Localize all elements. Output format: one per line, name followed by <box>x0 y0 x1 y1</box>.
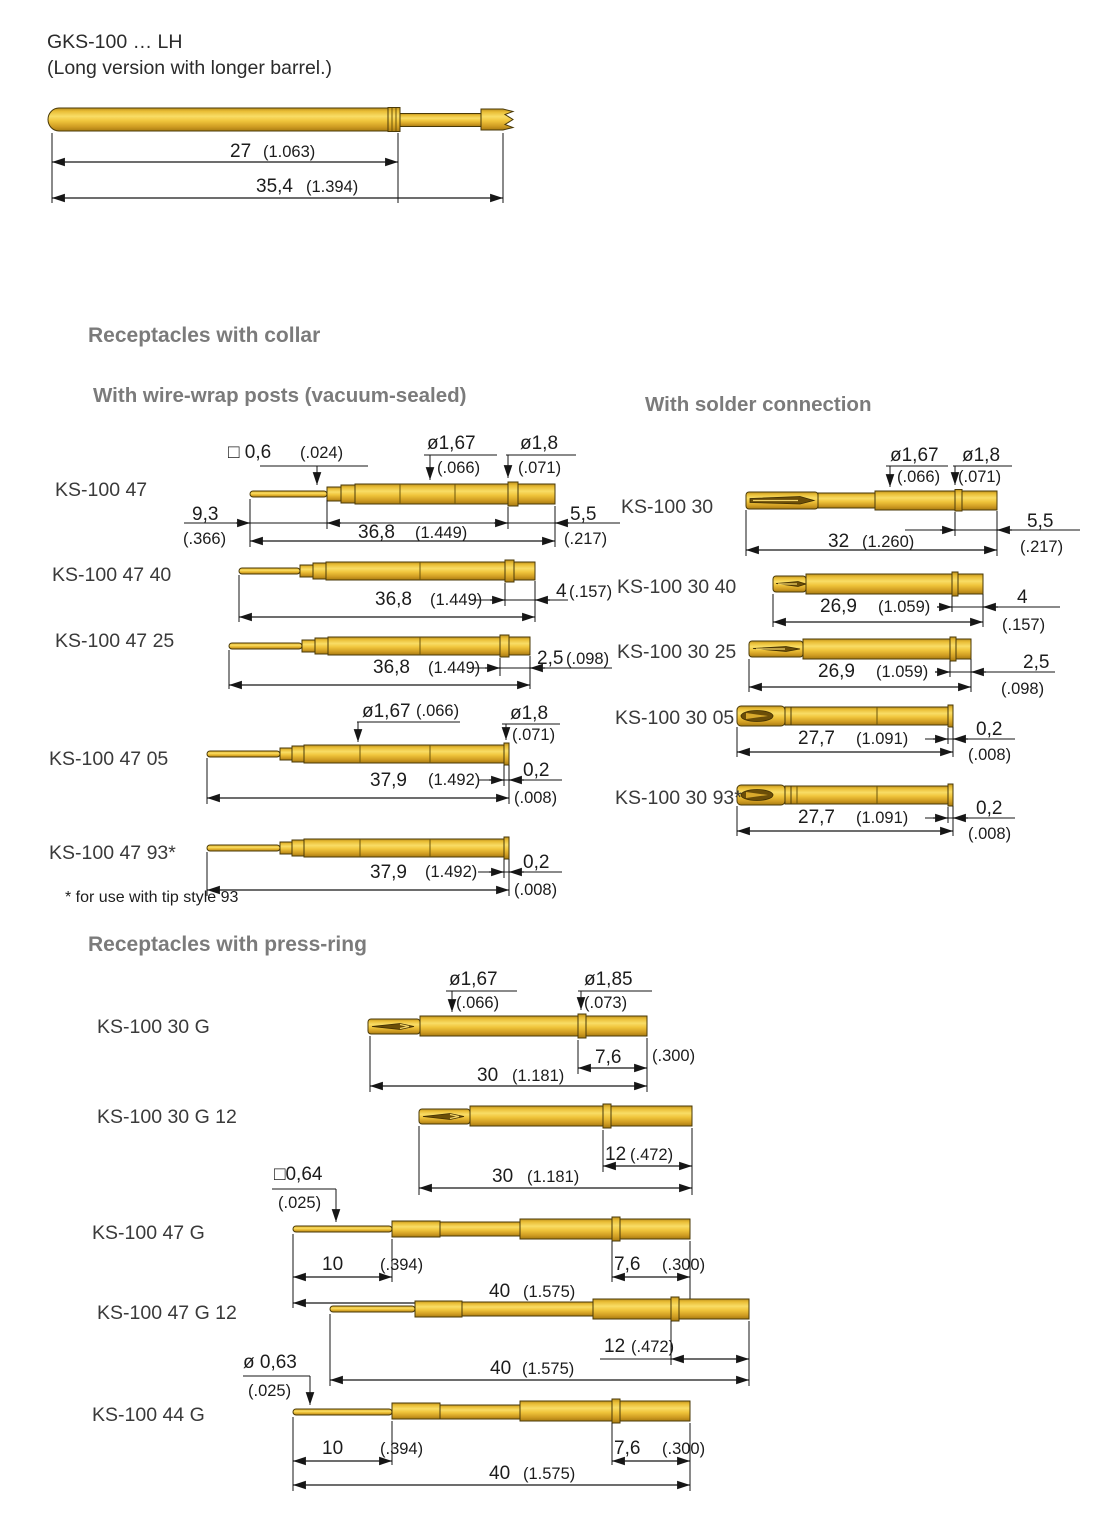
figure-ks-100-47-25 <box>229 635 612 689</box>
end-flange <box>948 784 953 806</box>
callout-dia-mm: ø 0,63 <box>243 1352 297 1373</box>
dim-right-in: (.217) <box>1020 538 1064 556</box>
receptacle-drawing <box>207 837 509 859</box>
callout-d1-in: (.066) <box>416 702 460 720</box>
dim-right-in: (.472) <box>631 1338 675 1356</box>
dim-len-mm: 40 <box>489 1281 511 1302</box>
row-label-ks-100-44-g: KS-100 44 G <box>92 1404 205 1426</box>
dimension-lines <box>746 510 1080 556</box>
press-ring <box>578 1014 586 1038</box>
barrel <box>806 574 952 594</box>
row-label-ks-100-30-93: KS-100 30 93* <box>615 787 742 809</box>
dim-right-in: (.300) <box>652 1047 696 1065</box>
dim-len-mm: 30 <box>492 1166 514 1187</box>
figure-ks-100-30-g-12 <box>419 1104 692 1195</box>
wire-wrap-post <box>250 491 327 497</box>
receptacle-drawing <box>293 1399 690 1423</box>
dim-right-mm: 0,2 <box>976 798 1003 819</box>
row-label-ks-100-47-25: KS-100 47 25 <box>55 630 175 652</box>
callout-d2-in: (.071) <box>518 459 562 477</box>
barrel <box>791 707 948 725</box>
dim-right-mm: 5,5 <box>570 504 597 525</box>
receptacle-drawing <box>737 705 953 727</box>
wire-wrap-post <box>229 643 302 649</box>
row-label-ks-100-47-40: KS-100 47 40 <box>52 564 172 586</box>
dim-len-in: (1.449) <box>430 591 483 609</box>
dim-right-in: (.157) <box>569 583 613 601</box>
crown-tip-icon <box>481 109 513 130</box>
dim-len-mm: 26,9 <box>818 661 855 682</box>
barrel <box>328 637 500 655</box>
callout-d1-in: (.066) <box>456 994 500 1012</box>
dimension-lines <box>293 1234 705 1308</box>
dim-post-mm: 10 <box>322 1254 344 1275</box>
dim-len-in: (1.449) <box>428 659 481 677</box>
dim-right-mm: 0,2 <box>523 852 550 873</box>
row-label-ks-100-47: KS-100 47 <box>55 479 148 501</box>
dim-right-in: (.008) <box>968 825 1012 843</box>
dim-right-mm: 4 <box>1017 587 1028 608</box>
dim-len-mm: 32 <box>828 531 850 552</box>
dimension-lines <box>207 852 562 899</box>
dim-len-mm: 36,8 <box>373 657 410 678</box>
probe-drawing <box>48 108 513 132</box>
figure-ks-100-44-g <box>243 1352 705 1491</box>
dim-len-in: (1.492) <box>425 863 478 881</box>
page-title: GKS-100 … LH <box>47 31 183 53</box>
receptacle-drawing <box>773 572 983 596</box>
press-ring <box>612 1217 620 1241</box>
barrel <box>791 786 948 804</box>
dim-len-in: (1.575) <box>523 1283 576 1301</box>
wire-wrap-post <box>239 568 300 574</box>
dimension-lines <box>207 758 562 807</box>
callout-d1-in: (.066) <box>437 459 481 477</box>
figure-ks-100-47-g <box>272 1164 705 1308</box>
dim-len-in: (1.575) <box>523 1465 576 1483</box>
dim-len-mm: 30 <box>477 1065 499 1086</box>
figure-ks-100-30-g <box>368 969 695 1092</box>
row-label-ks-100-47-g-12: KS-100 47 G 12 <box>97 1302 237 1324</box>
barrel <box>304 745 504 763</box>
barrel <box>470 1106 603 1126</box>
dim-total-mm: 35,4 <box>256 176 293 197</box>
dim-right-mm: 2,5 <box>537 648 564 669</box>
callout-d1-mm: ø1,67 <box>362 701 411 722</box>
dim-right-mm: 7,6 <box>595 1047 622 1068</box>
figure-ks-100-47-g-12 <box>330 1297 749 1386</box>
callout-d1-in: (.066) <box>897 468 941 486</box>
dim-barrel-mm: 27 <box>230 141 252 162</box>
barrel <box>520 1219 612 1239</box>
dim-right-in: (.008) <box>968 746 1012 764</box>
dim-len-mm: 26,9 <box>820 596 857 617</box>
row-label-ks-100-30-25: KS-100 30 25 <box>617 641 737 663</box>
barrel <box>803 639 950 659</box>
wire-wrap-post <box>207 845 280 851</box>
callout-dia-in: (.025) <box>248 1382 292 1400</box>
dim-total-in: (1.394) <box>306 178 359 196</box>
row-label-ks-100-30-05: KS-100 30 05 <box>615 707 735 729</box>
dim-post-mm: 10 <box>322 1438 344 1459</box>
dim-right-mm: 7,6 <box>614 1438 641 1459</box>
collar-ring <box>950 637 956 661</box>
press-ring <box>612 1399 620 1423</box>
section-heading-collar: Receptacles with collar <box>88 324 321 347</box>
barrel <box>326 562 505 580</box>
dim-len-in: (1.492) <box>428 771 481 789</box>
receptacle-drawing <box>250 482 555 506</box>
dim-len-mm: 36,8 <box>358 522 395 543</box>
wire-wrap-post <box>293 1409 392 1415</box>
dimension-lines <box>370 1036 695 1092</box>
dim-right-mm: 5,5 <box>1027 511 1054 532</box>
barrel <box>593 1299 671 1319</box>
press-ring <box>603 1104 611 1128</box>
dim-len-in: (1.575) <box>522 1360 575 1378</box>
dim-right-in: (.472) <box>630 1146 674 1164</box>
row-label-ks-100-47-g: KS-100 47 G <box>92 1222 205 1244</box>
dimension-lines <box>52 133 503 203</box>
dim-right-in: (.300) <box>662 1256 706 1274</box>
barrel <box>875 491 997 510</box>
callout-square-in: (.025) <box>278 1194 322 1212</box>
figure-ks-100-30-05 <box>737 705 1015 764</box>
dim-post-in: (.366) <box>183 530 227 548</box>
dim-len-in: (1.091) <box>856 809 909 827</box>
receptacle-drawing <box>368 1014 647 1038</box>
dimension-lines <box>419 1126 692 1195</box>
callout-d2-in: (.071) <box>512 726 556 744</box>
barrel <box>304 839 504 857</box>
figure-ks-100-47-05 <box>207 701 562 807</box>
figure-ks-100-30 <box>746 445 1080 556</box>
section-heading-wirewrap: With wire-wrap posts (vacuum-sealed) <box>93 384 467 407</box>
dim-len-mm: 27,7 <box>798 807 835 828</box>
callout-d1-mm: ø1,67 <box>890 445 939 466</box>
dim-right-mm: 2,5 <box>1023 652 1050 673</box>
callout-d1-mm: ø1,67 <box>427 433 476 454</box>
end-flange <box>504 743 509 765</box>
wire-wrap-post <box>330 1306 415 1312</box>
receptacle-drawing <box>746 490 997 512</box>
callouts <box>272 1164 336 1222</box>
row-label-ks-100-30-g: KS-100 30 G <box>97 1016 210 1038</box>
barrel <box>420 1016 578 1036</box>
dim-right-mm: 7,6 <box>614 1254 641 1275</box>
collar-ring <box>505 560 514 582</box>
footnote: * for use with tip style 93 <box>65 889 239 906</box>
figure-ks-100-30-40 <box>773 572 1060 634</box>
dim-len-in: (1.181) <box>527 1168 580 1186</box>
dim-len-mm: 37,9 <box>370 862 407 883</box>
dim-right-in: (.157) <box>1002 616 1046 634</box>
receptacle-drawing <box>419 1104 692 1128</box>
dimension-lines <box>293 1417 705 1491</box>
collar-ring <box>955 490 962 512</box>
figure-gks-100-lh <box>48 108 513 204</box>
callout-d1-mm: ø1,67 <box>449 969 498 990</box>
end-flange <box>948 705 953 727</box>
barrel <box>355 484 508 504</box>
row-label-ks-100-47-05: KS-100 47 05 <box>49 748 169 770</box>
callouts <box>228 433 576 485</box>
end-flange <box>504 837 509 859</box>
row-label-ks-100-30: KS-100 30 <box>621 496 714 518</box>
wire-wrap-post <box>207 751 280 757</box>
figure-ks-100-47-93 <box>207 837 562 899</box>
callouts <box>243 1352 310 1405</box>
callout-d2-in: (.071) <box>958 468 1002 486</box>
dim-len-in: (1.059) <box>876 663 929 681</box>
figure-ks-100-30-93 <box>737 784 1015 843</box>
dim-right-mm: 12 <box>604 1336 626 1357</box>
receptacle-drawing <box>293 1217 690 1241</box>
receptacle-drawing <box>207 743 509 765</box>
section-heading-pressring: Receptacles with press-ring <box>88 933 367 956</box>
dim-right-in: (.300) <box>662 1440 706 1458</box>
collar-ring <box>388 108 400 132</box>
dimension-lines <box>239 575 612 622</box>
dim-post-in: (.394) <box>380 1256 424 1274</box>
wire-wrap-post <box>293 1226 392 1232</box>
dim-len-mm: 36,8 <box>375 589 412 610</box>
row-label-ks-100-30-40: KS-100 30 40 <box>617 576 737 598</box>
section-heading-solder: With solder connection <box>645 393 872 416</box>
dim-right-mm: 0,2 <box>976 719 1003 740</box>
callout-square-in: (.024) <box>300 444 344 462</box>
dim-len-in: (1.260) <box>862 533 915 551</box>
collar-ring <box>952 572 958 596</box>
callouts <box>357 701 560 744</box>
callout-d2-mm: ø1,8 <box>520 433 559 454</box>
collar-ring <box>500 635 509 657</box>
dim-right-mm: 4 <box>556 581 567 602</box>
dim-right-in: (.098) <box>1001 680 1045 698</box>
dim-barrel-in: (1.063) <box>263 143 316 161</box>
dim-right-in: (.217) <box>564 530 608 548</box>
receptacle-drawing <box>239 560 535 582</box>
dim-len-mm: 40 <box>489 1463 511 1484</box>
dim-right-in: (.008) <box>514 789 558 807</box>
callout-d2-mm: ø1,85 <box>584 969 633 990</box>
receptacle-drawing <box>229 635 530 657</box>
dim-len-in: (1.449) <box>415 524 468 542</box>
dim-right-in: (.008) <box>514 881 558 899</box>
callout-square-mm: □ 0,6 <box>228 442 272 463</box>
barrel <box>48 108 388 131</box>
figure-ks-100-47-40 <box>239 560 612 622</box>
press-ring <box>671 1297 679 1321</box>
dim-len-mm: 37,9 <box>370 770 407 791</box>
dim-right-in: (.098) <box>566 650 610 668</box>
row-label-ks-100-47-93: KS-100 47 93* <box>49 842 176 864</box>
callout-d2-in: (.073) <box>584 994 628 1012</box>
figure-ks-100-30-25 <box>749 637 1055 698</box>
callout-square-mm: □0,64 <box>274 1164 323 1185</box>
receptacle-drawing <box>749 637 971 661</box>
callout-d2-mm: ø1,8 <box>962 445 1001 466</box>
dim-len-mm: 40 <box>490 1358 512 1379</box>
callouts <box>446 969 652 1012</box>
dimension-lines <box>183 499 620 548</box>
barrel <box>520 1401 612 1421</box>
dim-len-in: (1.091) <box>856 730 909 748</box>
dim-post-in: (.394) <box>380 1440 424 1458</box>
dimension-lines <box>330 1314 749 1386</box>
figure-ks-100-47 <box>183 433 620 548</box>
dim-len-mm: 27,7 <box>798 728 835 749</box>
dim-post-mm: 9,3 <box>192 504 219 525</box>
row-label-ks-100-30-g-12: KS-100 30 G 12 <box>97 1106 237 1128</box>
dim-len-in: (1.059) <box>878 598 931 616</box>
plunger <box>400 114 481 127</box>
callouts <box>886 445 1012 487</box>
dim-len-in: (1.181) <box>512 1067 565 1085</box>
page-subtitle: (Long version with longer barrel.) <box>47 57 333 79</box>
collar-ring <box>508 482 518 506</box>
dim-right-mm: 12 <box>605 1144 627 1165</box>
receptacle-drawing <box>737 784 953 806</box>
callout-d2-mm: ø1,8 <box>510 703 549 724</box>
dim-right-mm: 0,2 <box>523 760 550 781</box>
